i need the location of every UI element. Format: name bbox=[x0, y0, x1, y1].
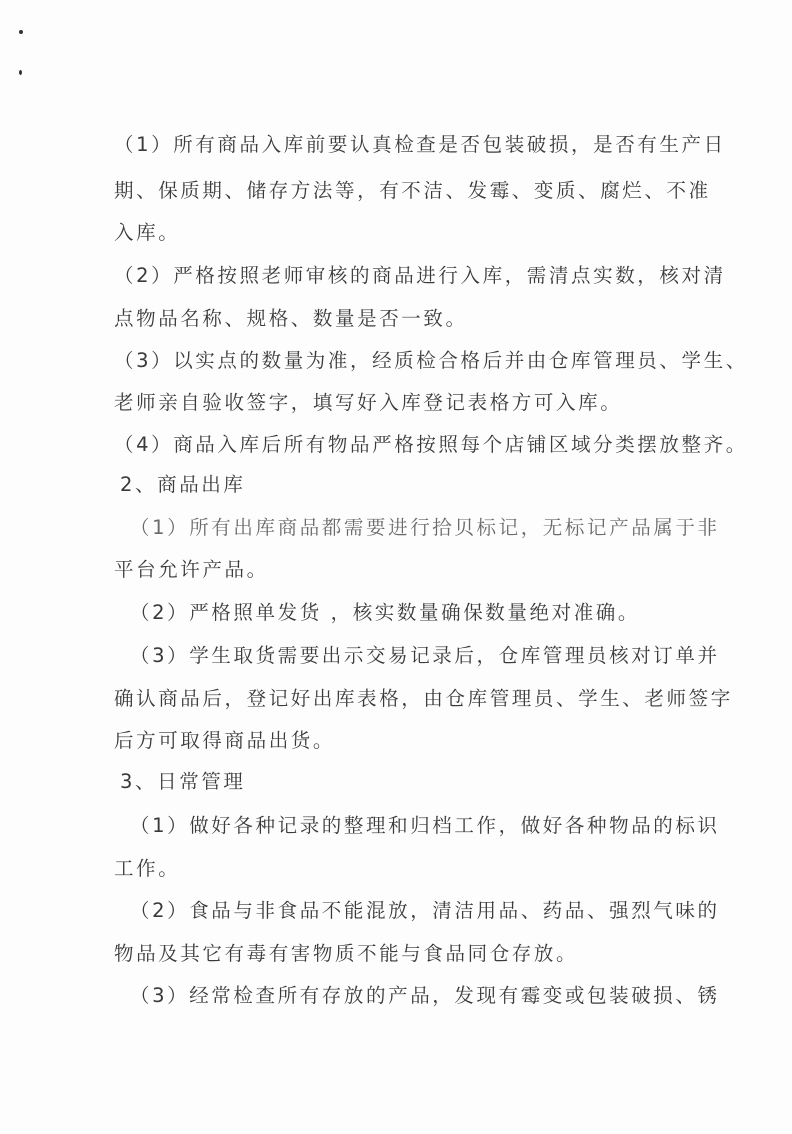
paragraph-line: 点物品名称、规格、数量是否一致。 bbox=[114, 307, 468, 330]
paragraph-line: 后方可取得商品出货。 bbox=[114, 729, 336, 752]
paragraph-line: 期、保质期、储存方法等，有不洁、发霉、变质、腐烂、不准 bbox=[114, 179, 711, 202]
paragraph-line: （4）商品入库后所有物品严格按照每个店铺区域分类摆放整齐。 bbox=[114, 433, 748, 456]
paragraph-line: （2）严格照单发货 ，核实数量确保数量绝对准确。 bbox=[130, 601, 641, 624]
section-heading: 3、日常管理 bbox=[120, 770, 246, 793]
paragraph-line: 入库。 bbox=[114, 221, 181, 244]
paragraph-line: （2）严格按照老师审核的商品进行入库，需清点实数，核对清 bbox=[114, 264, 726, 287]
paragraph-line: （1）所有出库商品都需要进行拾贝标记，无标记产品属于非 bbox=[130, 516, 720, 539]
paragraph-line: （3）以实点的数量为准，经质检合格后并由仓库管理员、学生、 bbox=[114, 349, 748, 372]
paragraph-line: 工作。 bbox=[114, 857, 181, 880]
scan-speck bbox=[19, 70, 22, 75]
section-heading: 2、商品出库 bbox=[120, 473, 246, 496]
scan-speck bbox=[19, 30, 23, 34]
paragraph-line: 物品及其它有毒有害物质不能与食品同仓存放。 bbox=[114, 942, 579, 965]
paragraph-line: （3）经常检查所有存放的产品，发现有霉变或包装破损、锈 bbox=[130, 984, 720, 1007]
paragraph-line: 平台允许产品。 bbox=[114, 558, 269, 581]
paragraph-line: 老师亲自验收签字，填写好入库登记表格方可入库。 bbox=[114, 391, 623, 414]
paragraph-line: （1）做好各种记录的整理和归档工作，做好各种物品的标识 bbox=[130, 814, 720, 837]
paragraph-line: （3）学生取货需要出示交易记录后，仓库管理员核对订单并 bbox=[130, 644, 720, 667]
paragraph-line: 确认商品后，登记好出库表格，由仓库管理员、学生、老师签字 bbox=[114, 687, 733, 710]
paragraph-line: （1）所有商品入库前要认真检查是否包装破损，是否有生产日 bbox=[114, 133, 726, 156]
paragraph-line: （2）食品与非食品不能混放，清洁用品、药品、强烈气味的 bbox=[130, 899, 720, 922]
